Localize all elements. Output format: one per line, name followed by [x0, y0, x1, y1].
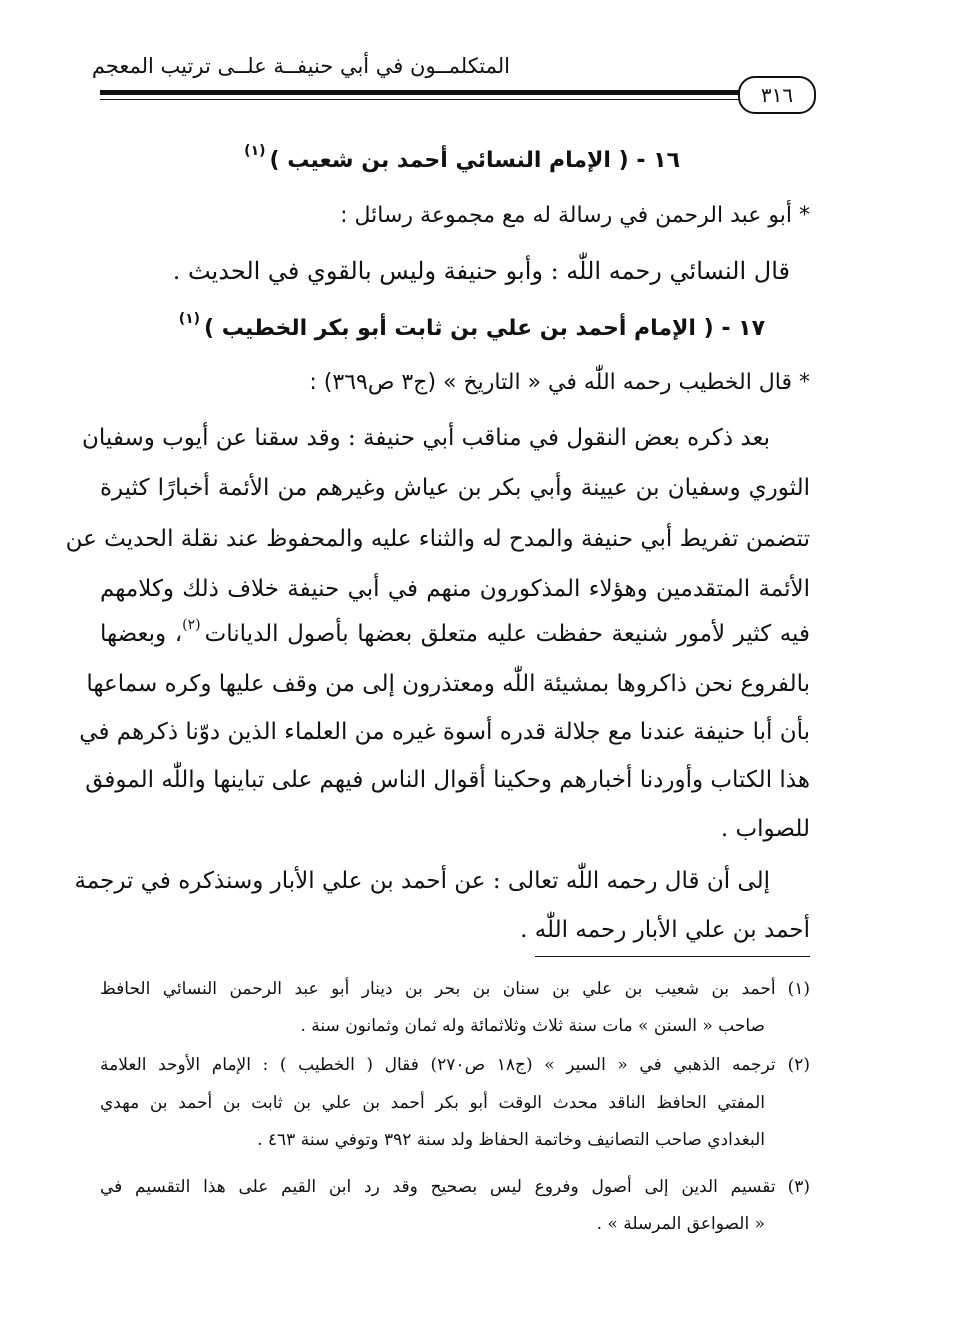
- body-line: بعد ذكره بعض النقول في مناقب أبي حنيفة : وقد سقنا عن أيوب وسفيان: [81, 425, 770, 451]
- entry-17-source: * قال الخطيب رحمه اللّٰه في « التاريخ » (ج٣ ص٣٦٩) :: [309, 370, 810, 395]
- footnote-3-number: (٣): [787, 1177, 810, 1197]
- body-line: تتضمن تفريط أبي حنيفة والمدح له والثناء عليه والمحفوظ عند نقلة الحديث عن: [65, 526, 810, 552]
- closing-line: أحمد بن علي الأبار رحمه اللّٰه .: [520, 917, 810, 943]
- body-line: للصواب .: [720, 816, 810, 842]
- body-line: بأن أبا حنيفة عندنا مع جلالة قدره أسوة غيره من العلماء الذين دوّنا ذكرهم في: [79, 719, 810, 745]
- footnote-2-line: [100, 1052, 810, 1078]
- body-line: [100, 617, 810, 654]
- body-line: الثوري وسفيان بن عيينة وأبي بكر بن عياش وغيرهم من الأئمة أخبارًا كثيرة: [100, 475, 810, 501]
- body-line: هذا الكتاب وأوردنا أخبارهم وحكينا أقوال الناس فيهم على تباينها واللّٰه الموفق: [85, 767, 810, 793]
- footnote-1-line: [100, 976, 810, 1002]
- footnote-1-line: صاحب « السنن » مات سنة ثلاث وثلاثمائة وله ثمان وثمانون سنة .: [300, 1016, 765, 1036]
- footnote-2-number: (٢): [787, 1055, 811, 1075]
- footnote-2-line: البغدادي صاحب التصانيف وخاتمة الحفاظ ولد سنة ٣٩٢ وتوفي سنة ٤٦٣ .: [257, 1130, 765, 1150]
- footnote-3-line: [100, 1174, 810, 1200]
- body-note-ref-2: (٢): [182, 617, 201, 633]
- body-line: بالفروع نحن ذاكروها بمشيئة اللّٰه ومعتذرون إلى من وقف عليها وكره سماعها: [86, 671, 810, 697]
- footnote-separator: [535, 956, 810, 957]
- entry-17-note-ref: (١): [178, 311, 201, 327]
- footnote-3-text: تقسيم الدين إلى أصول وفروع ليس بصحيح وقد رد ابن القيم على هذا التقسيم في: [100, 1177, 776, 1197]
- entry-16-quote: قال النسائي رحمه اللّٰه : وأبو حنيفة وليس بالقوي في الحديث .: [172, 257, 790, 285]
- page-number-badge: ٣١٦: [738, 76, 816, 114]
- entry-17-heading-text: ١٧ - ( الإمام أحمد بن علي بن ثابت أبو بكر الخطيب ): [204, 316, 765, 341]
- header-rule-thin: [100, 99, 740, 100]
- entry-17-heading: [179, 312, 765, 348]
- body-line-text: فيه كثير لأمور شنيعة حفظت عليه متعلق بعضها بأصول الديانات: [204, 621, 810, 647]
- body-line-tail: ، وبعضها: [100, 621, 183, 647]
- footnote-3-line: « الصواعق المرسلة » .: [596, 1214, 765, 1234]
- footnote-1-number: (١): [787, 979, 810, 999]
- entry-16-heading: [244, 144, 680, 180]
- closing-line: إلى أن قال رحمه اللّٰه تعالى : عن أحمد بن علي الأبار وسنذكره في ترجمة: [74, 868, 770, 894]
- entry-16-source: * أبو عبد الرحمن في رسالة له مع مجموعة رسائل :: [340, 203, 810, 228]
- entry-16-note-ref: (١): [244, 143, 266, 159]
- entry-16-heading-text: ١٦ - ( الإمام النسائي أحمد بن شعيب ): [269, 148, 680, 173]
- footnote-1-text: أحمد بن شعيب بن علي بن سنان بن بحر بن دينار أبو عبد الرحمن النسائي الحافظ: [100, 979, 776, 999]
- header-rule-thick: [100, 90, 740, 95]
- body-line: الأئمة المتقدمين وهؤلاء المذكورون منهم في أبي حنيفة خلاف ذلك وكلامهم: [100, 576, 810, 602]
- footnote-2-text: ترجمه الذهبي في « السير » (ج١٨ ص٢٧٠) فقال ( الخطيب ) : الإمام الأوحد العلامة: [100, 1055, 776, 1075]
- footnote-2-line: المفتي الحافظ الناقد محدث الوقت أبو بكر أحمد بن علي بن ثابت بن أحمد بن مهدي: [100, 1093, 765, 1113]
- running-header-title: المتكلمــون في أبي حنيفــة علــى ترتيب المعجم: [91, 54, 510, 78]
